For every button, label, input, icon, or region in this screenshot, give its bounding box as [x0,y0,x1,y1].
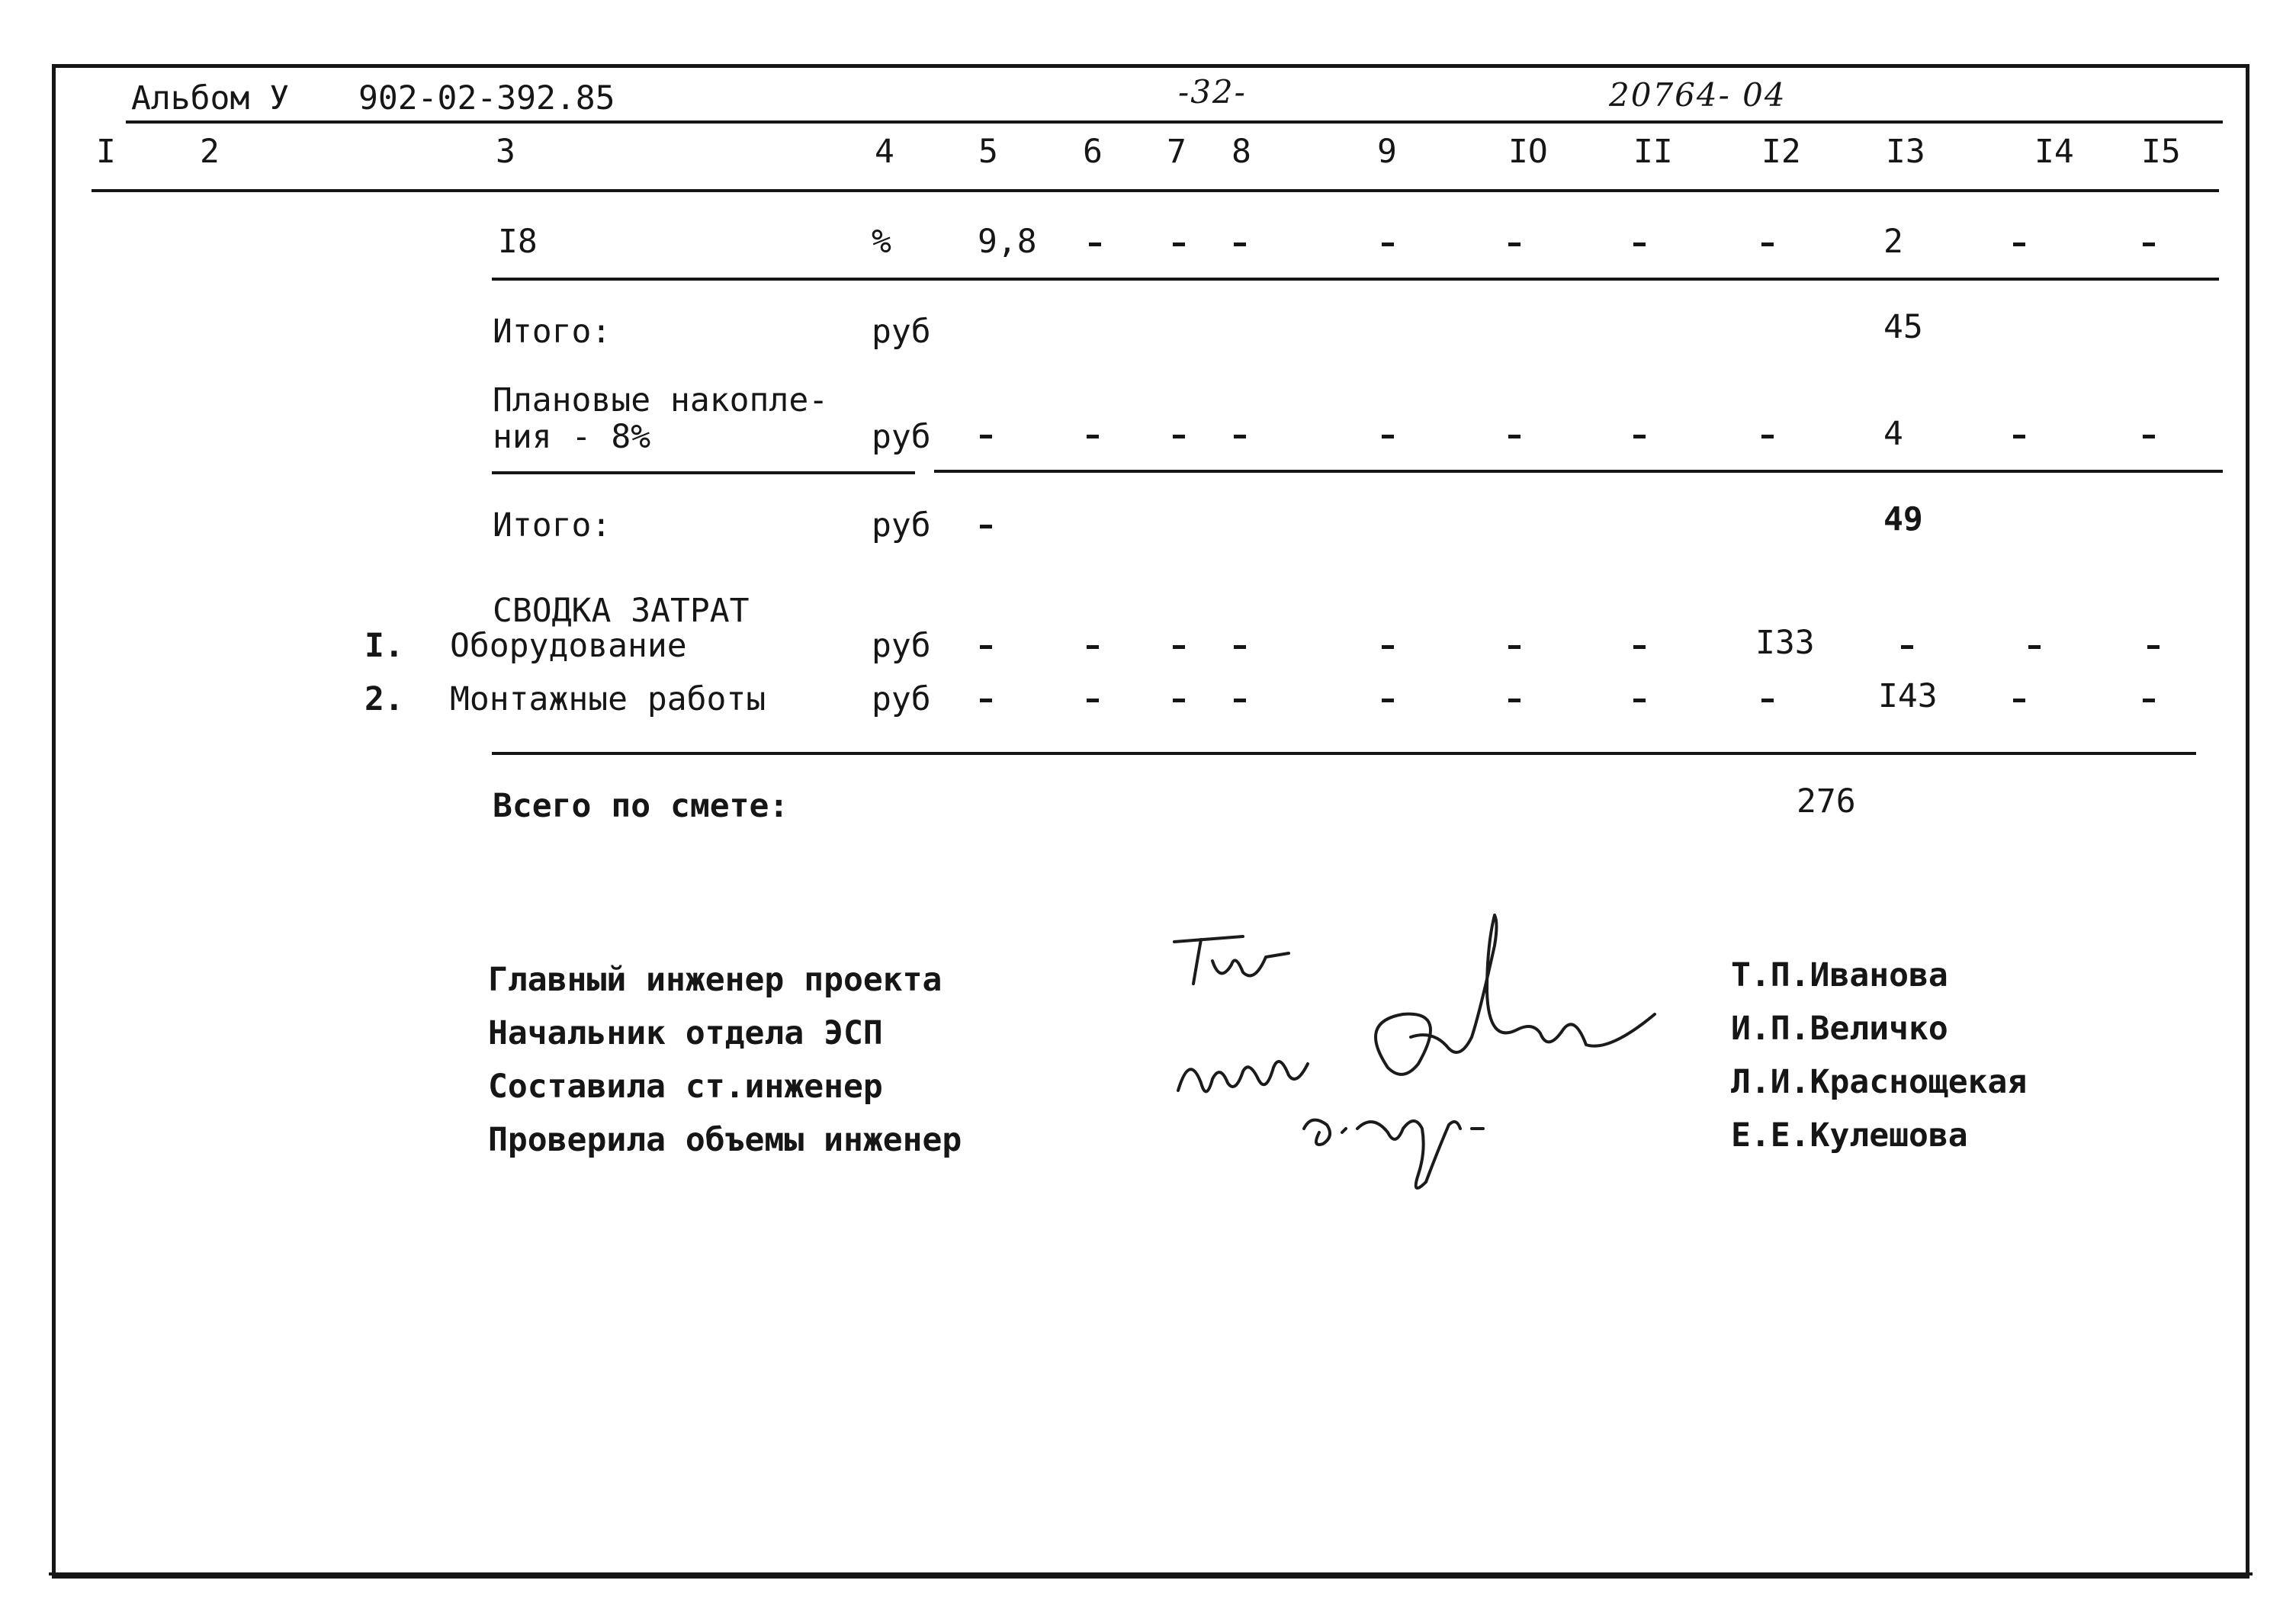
dash-mark [2143,435,2155,438]
dash-mark [2013,699,2025,702]
row-18-name: I8 [498,223,538,261]
col-header-10: IO [1508,133,1548,171]
dash-mark [1234,435,1246,438]
dash-mark [980,699,992,702]
signatory-name: Л.И.Краснощекая [1731,1063,2028,1101]
row-rule [492,471,915,474]
subtotal-2-unit: руб [872,506,931,544]
dash-mark [1087,645,1099,649]
signature-role: Составила ст.инженер [488,1068,883,1106]
dash-mark [1508,242,1520,246]
signatory-name: Е.Е.Кулешова [1731,1116,1968,1155]
dash-mark [1633,242,1646,246]
dash-mark [1382,242,1394,246]
dash-mark [1173,242,1185,246]
dash-mark [1173,645,1185,649]
dash-mark [1234,242,1246,246]
col-header-1: I [96,133,116,171]
subtotal-2-label: Итого: [493,506,612,544]
col-header-12: I2 [1761,133,1801,171]
dash-mark [980,435,992,438]
row-rule [934,470,2223,473]
row-rule [492,278,2219,281]
album-label: Альбом У [131,79,290,117]
col-header-8: 8 [1231,133,1251,171]
dash-mark [1508,699,1520,702]
installation-unit: руб [872,680,931,718]
row-18-unit: % [872,223,891,261]
subtotal-1-unit: руб [872,313,931,351]
document-number: 20764- 04 [1609,76,1787,114]
dash-mark [1173,699,1185,702]
dash-mark [1173,435,1185,438]
dash-mark [1089,242,1101,246]
dash-mark [1382,699,1394,702]
dash-mark [2147,645,2160,649]
handwritten-signatures [1159,900,1708,1205]
planned-savings-unit: руб [872,418,931,456]
dash-mark [1382,645,1394,649]
signature-role: Проверила объемы инженер [488,1121,962,1159]
signatory-name: И.П.Величко [1731,1010,1948,1048]
grand-total-label: Всего по смете: [493,787,789,825]
installation-number: 2. [364,680,404,718]
planned-savings-value: 4 [1883,415,1903,453]
row-18-col5: 9,8 [978,223,1037,261]
dash-mark [980,645,992,649]
dash-mark [2143,242,2155,246]
dash-mark [1633,699,1646,702]
col-header-6: 6 [1083,133,1103,171]
dash-mark [1901,645,1913,649]
project-code: 902-02-392.85 [358,79,615,117]
subtotal-1-value: 45 [1883,308,1923,346]
col-header-2: 2 [200,133,220,171]
document-frame [52,64,2249,1579]
dash-mark [1761,242,1774,246]
col-header-13: I3 [1886,133,1925,171]
equipment-number: I. [364,627,404,665]
dash-mark [1508,435,1520,438]
equipment-value: I33 [1755,624,1815,662]
dash-mark [1382,435,1394,438]
dash-mark [1234,645,1246,649]
installation-value: I43 [1878,677,1938,715]
col-header-14: I4 [2034,133,2074,171]
grand-total-value: 276 [1797,782,1856,821]
col-header-15: I5 [2141,133,2181,171]
page-number: -32- [1178,73,1247,111]
dash-mark [2028,645,2041,649]
planned-savings-label-line2: ния - 8% [493,418,651,456]
equipment-unit: руб [872,627,931,665]
row-18-col13: 2 [1883,223,1903,261]
signatory-name: Т.П.Иванова [1731,956,1948,994]
installation-label: Монтажные работы [450,680,766,718]
signature-role: Главный инженер проекта [488,961,942,999]
dash-mark [2013,242,2025,246]
col-header-9: 9 [1377,133,1397,171]
dash-mark [2013,435,2025,438]
dash-mark [980,525,992,528]
equipment-label: Оборудование [450,627,687,665]
col-header-5: 5 [978,133,998,171]
col-header-4: 4 [875,133,894,171]
planned-savings-label-line1: Плановые накопле- [493,381,829,419]
dash-mark [1761,699,1774,702]
frame-bottom-border [49,1572,2253,1575]
dash-mark [1761,435,1774,438]
col-header-3: 3 [496,133,515,171]
dash-mark [1087,435,1099,438]
subtotal-1-label: Итого: [493,313,612,351]
dash-mark [1508,645,1520,649]
dash-mark [1633,645,1646,649]
col-header-11: II [1633,133,1673,171]
cost-summary-title: СВОДКА ЗАТРАТ [493,592,750,630]
dash-mark [2143,699,2155,702]
dash-mark [1633,435,1646,438]
column-header-rule [92,189,2219,192]
signature-role: Начальник отдела ЭСП [488,1014,883,1052]
subtotal-2-value: 49 [1883,500,1923,538]
col-header-7: 7 [1167,133,1187,171]
dash-mark [1087,699,1099,702]
row-rule [492,752,2196,755]
header-rule [126,120,2223,124]
dash-mark [1234,699,1246,702]
